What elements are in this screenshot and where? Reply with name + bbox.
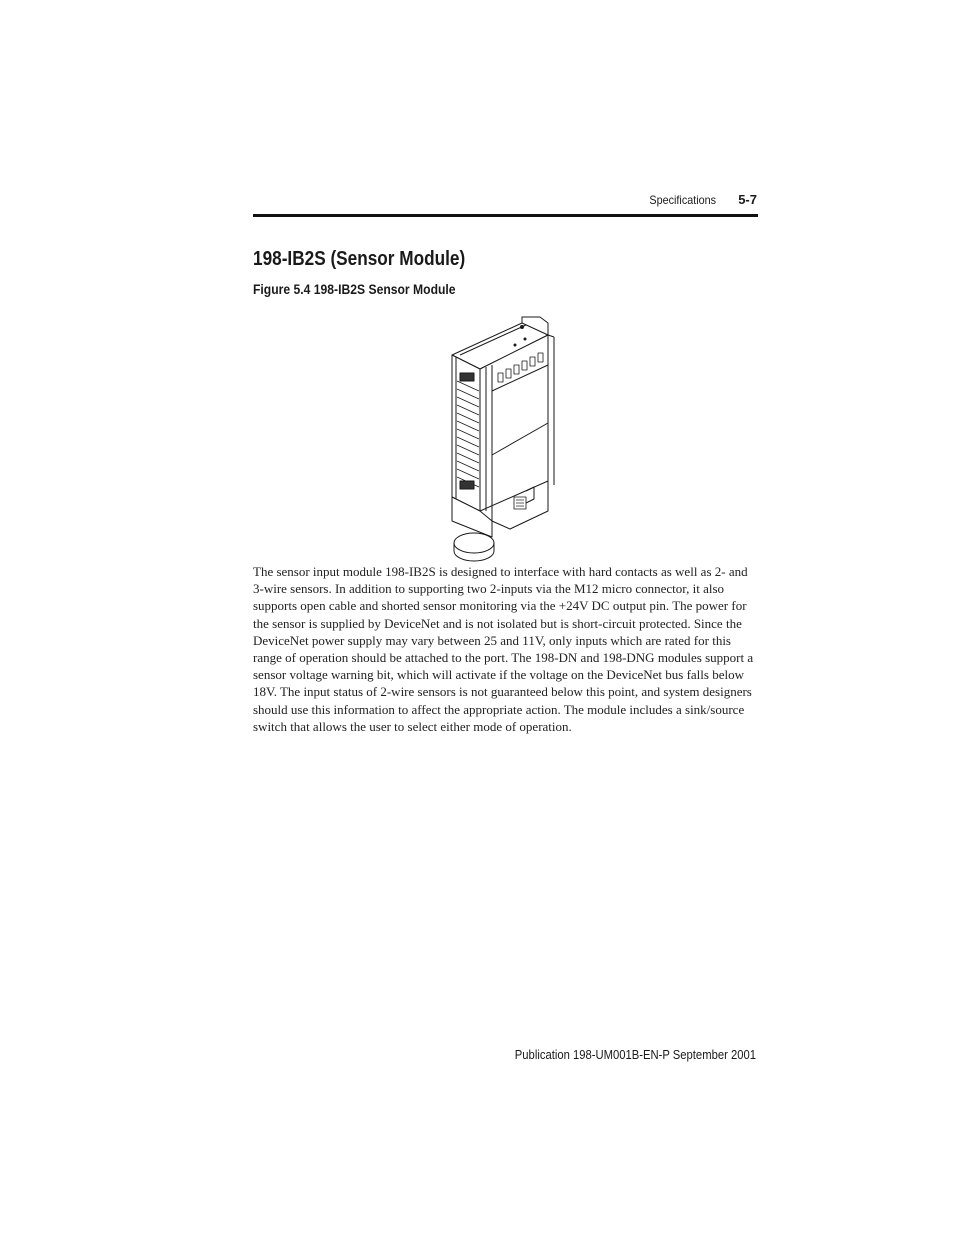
header-page-number: 5-7: [738, 192, 757, 207]
figure-caption: Figure 5.4 198-IB2S Sensor Module: [253, 282, 456, 297]
section-heading: 198-IB2S (Sensor Module): [253, 248, 466, 270]
sensor-module-drawing-icon: [430, 315, 590, 567]
header-section-title: Specifications: [649, 193, 716, 207]
header-rule: [253, 214, 758, 217]
page-header: [253, 192, 757, 210]
page-footer: Publication 198-UM001B-EN-P September 2001: [514, 1048, 756, 1062]
sensor-module-figure: [430, 315, 590, 567]
body-paragraph: The sensor input module 198-IB2S is designed to interface with hard contacts as well as 2- and 3-wire sensors. In addition to supporting two 2-inputs via the M12 micro connector, it also supports open cable and shorted sensor monitoring via the +24V DC output pin. The power for the sensor is supplied by DeviceNet and is not isolated but is short-circuit protected. Since the DeviceNet power supply may vary between 25 and 11V, only inputs which are rated for this range of operation should be attached to the port. The 198-DN and 198-DNG modules support a sensor voltage warning bit, which will activate if the voltage on the DeviceNet bus falls below 18V. The input status of 2-wire sensors is not guaranteed below this point, and system designers should use this information to affect the appropriate action. The module includes a sink/source switch that allows the user to select either mode of operation.: [253, 564, 754, 734]
